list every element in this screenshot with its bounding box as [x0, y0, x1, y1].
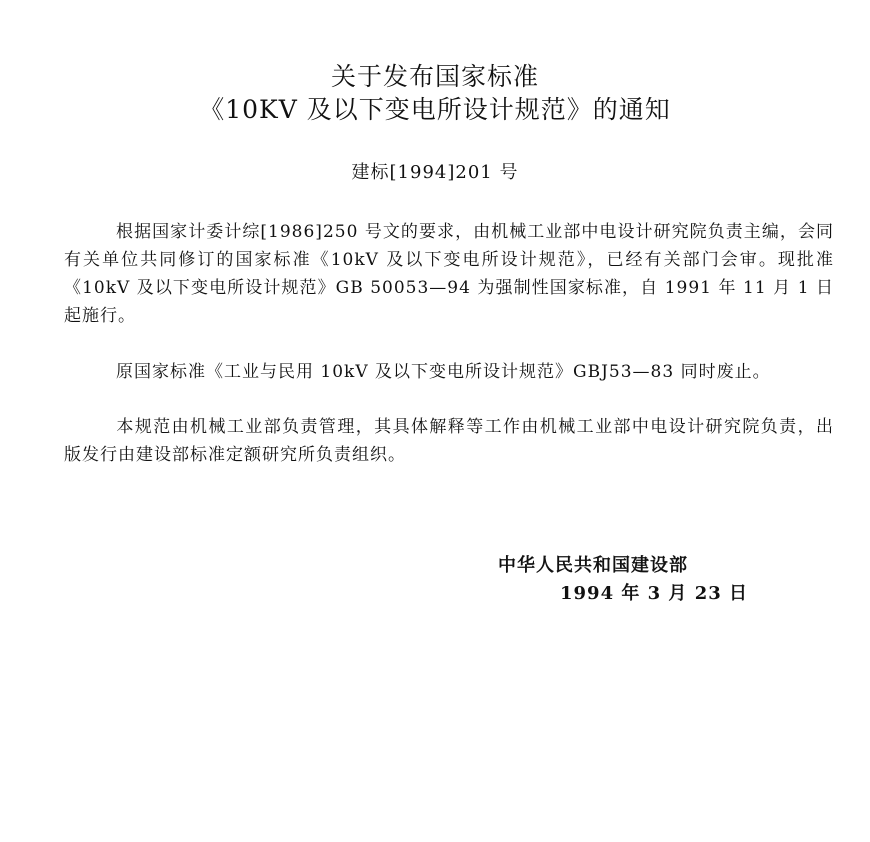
paragraph-3-text: 本规范由机械工业部负责管理，其具体解释等工作由机械工业部中电设计研究院负责，出版发行由建设部标准定额研究所负责组织。 [64, 417, 834, 465]
document-title-line-2: 《10KV 及以下变电所设计规范》的通知 [199, 95, 671, 124]
paragraph-3 [64, 413, 834, 469]
paragraph-2 [64, 358, 834, 386]
paragraph-1-text: 根据国家计委计综[1986]250 号文的要求，由机械工业部中电设计研究院负责主编，会同有关单位共同修订的国家标准《10kV 及以下变电所设计规范》，已经有关部门会审。现批准《10kV 及以下变电所设计规范》GB 50053—94 为强制性国家标准，自 1991 年 11 月 1 日起施行。 [64, 222, 834, 326]
issue-date: 1994 年 3 月 23 日 [560, 583, 749, 604]
issuing-organization: 中华人民共和国建设部 [498, 555, 688, 576]
paragraph-1 [64, 218, 834, 330]
document-number: 建标[1994]201 号 [351, 162, 519, 183]
paragraph-2-text: 原国家标准《工业与民用 10kV 及以下变电所设计规范》GBJ53—83 同时废止。 [116, 362, 771, 382]
document-title-line-1: 关于发布国家标准 [330, 62, 539, 91]
